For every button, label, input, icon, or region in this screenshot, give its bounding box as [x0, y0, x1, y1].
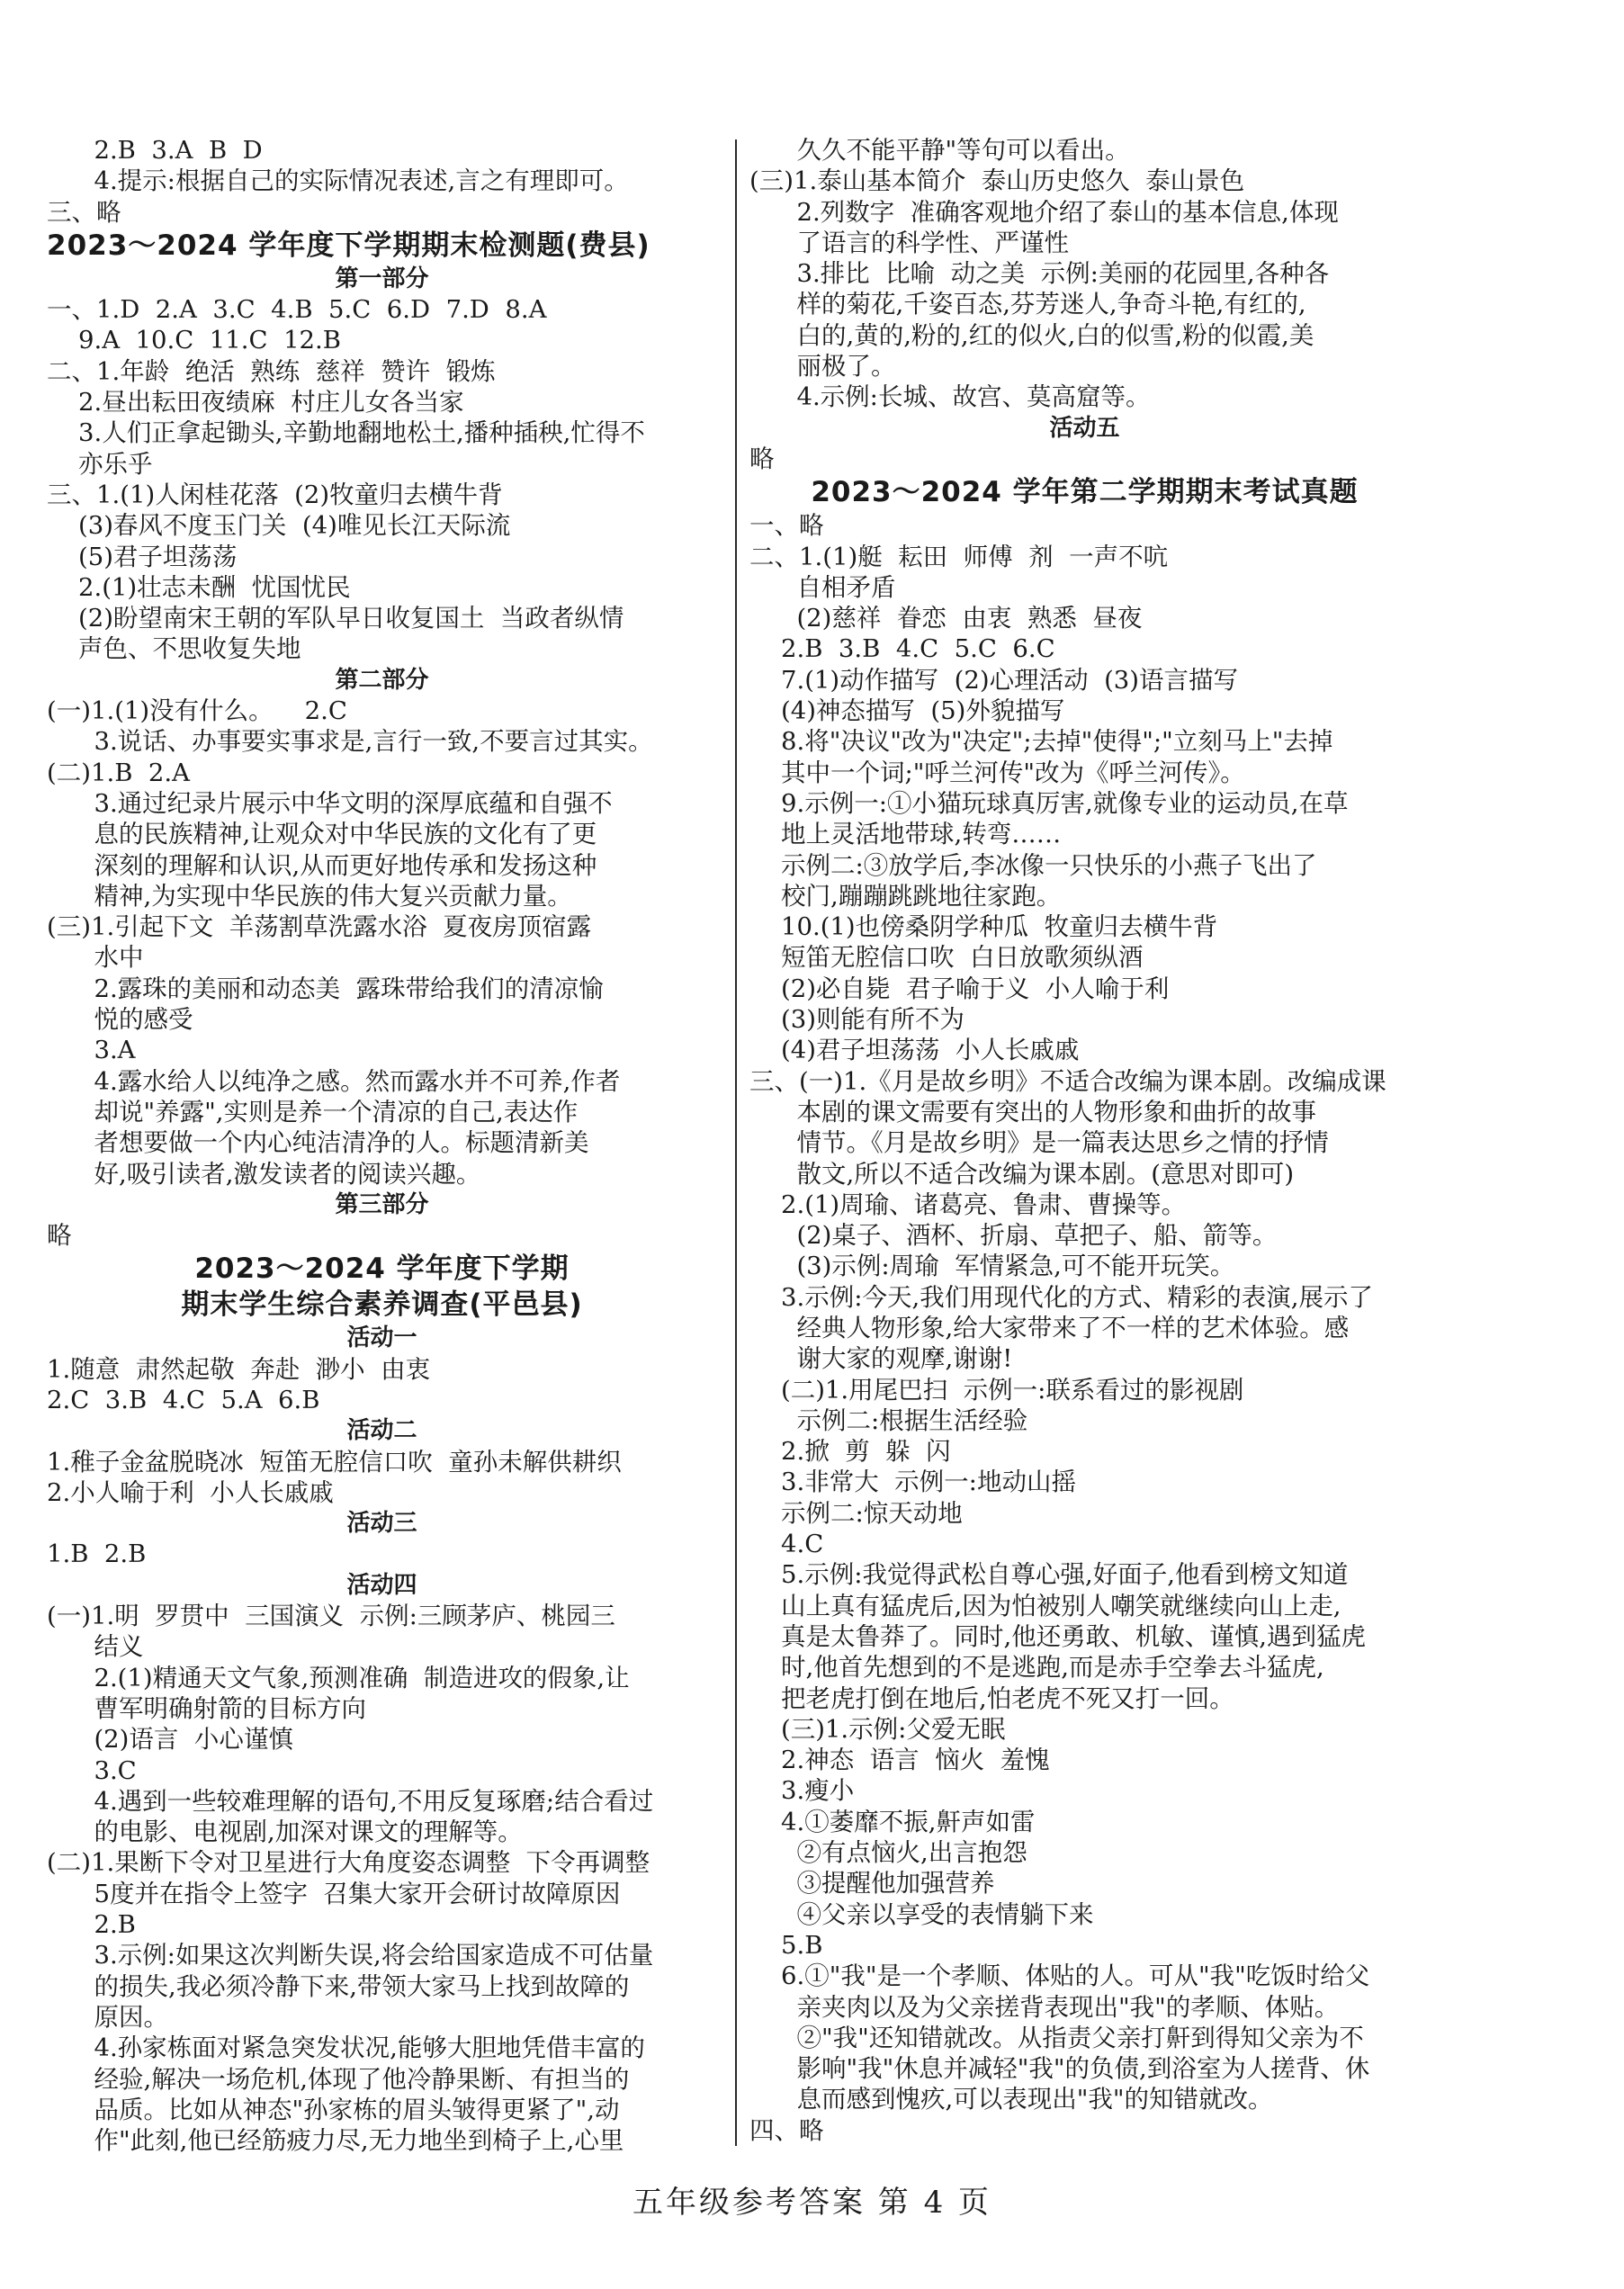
answer-line: 经典人物形象,给大家带来了不一样的艺术体验。感 — [749, 1313, 1350, 1342]
answer-line: (2)桌子、酒杯、折扇、草把子、船、箭等。 — [749, 1221, 1278, 1251]
answer-line: 一、略 — [749, 511, 824, 541]
answer-line: 结义 — [47, 1632, 144, 1662]
answer-line: 3.A — [47, 1036, 136, 1065]
answer-line: 却说"养露",实则是养一个清凉的自己,表达作 — [47, 1097, 579, 1127]
answer-line: 本剧的课文需要有突出的人物形象和曲折的故事 — [749, 1097, 1316, 1127]
answer-line: 自相矛盾 — [749, 572, 896, 602]
answer-line: 2.B 3.B 4.C 5.C 6.C — [749, 634, 1055, 664]
answer-line: 2.露珠的美丽和动态美 露珠带给我们的清凉愉 — [47, 974, 604, 1003]
answer-line: 经验,解决一场危机,体现了他冷静果断、有担当的 — [47, 2064, 630, 2094]
answer-line: 白的,黄的,粉的,红的似火,白的似雪,粉的似霞,美 — [749, 320, 1314, 350]
answer-line: ③提醒他加强营养 — [749, 1869, 995, 1899]
answer-line: 3.示例:今天,我们用现代化的方式、精彩的表演,展示了 — [749, 1282, 1373, 1312]
answer-line: 略 — [749, 444, 775, 473]
answer-line: 5度并在指令上签字 召集大家开会研讨故障原因 — [47, 1879, 621, 1908]
answer-line: 息而感到愧疚,可以表现出"我"的知错就改。 — [749, 2085, 1273, 2114]
answer-line: 样的菊花,千姿百态,芬芳迷人,争奇斗艳,有红的, — [749, 290, 1306, 319]
answer-line: 情节。《月是故乡明》是一篇表达思乡之情的抒情 — [749, 1128, 1329, 1158]
answer-line: 二、1.年龄 绝活 熟练 慈祥 赞许 锻炼 — [47, 356, 496, 386]
answer-line: ④父亲以享受的表情躺下来 — [749, 1899, 1094, 1929]
answer-line: 3.示例:如果这次判断失误,将会给国家造成不可估量 — [47, 1941, 654, 1970]
answer-line: 好,吸引读者,激发读者的阅读兴趣。 — [47, 1159, 481, 1189]
section-title: 2023～2024 学年度下学期 — [194, 1252, 570, 1286]
answer-line: 亲夹肉以及为父亲搓背表现出"我"的孝顺、体贴。 — [749, 1992, 1340, 2022]
answer-line: 示例二:根据生活经验 — [749, 1405, 1028, 1435]
answer-line: 谢大家的观摩,谢谢! — [749, 1344, 1013, 1374]
answer-line: (3)示例:周瑜 军情紧急,可不能开玩笑。 — [749, 1252, 1235, 1281]
answer-line: 5.B — [749, 1930, 823, 1960]
answer-line: 3.瘦小 — [749, 1776, 855, 1806]
answer-line: 其中一个词;"呼兰河传"改为《呼兰河传》。 — [749, 758, 1245, 787]
answer-line: 4.露水给人以纯净之感。然而露水并不可养,作者 — [47, 1066, 621, 1096]
subsection-title: 活动一 — [346, 1324, 417, 1352]
answer-line: 了语言的科学性、严谨性 — [749, 228, 1069, 257]
answer-line: 9.示例一:①小猫玩球真厉害,就像专业的运动员,在草 — [749, 788, 1349, 818]
answer-line: (三)1.示例:父爱无眠 — [749, 1714, 1006, 1744]
answer-line: 精神,为实现中华民族的伟大复兴贡献力量。 — [47, 881, 572, 911]
section-title: 期末学生综合素养调查(平邑县) — [181, 1288, 583, 1322]
answer-line: (三)1.泰山基本简介 泰山历史悠久 泰山景色 — [749, 166, 1245, 196]
answer-line: (3)则能有所不为 — [749, 1005, 965, 1035]
right-column — [749, 135, 1420, 2146]
answer-line: 3.排比 比喻 动之美 示例:美丽的花园里,各种各 — [749, 259, 1330, 289]
answer-line: 2.昼出耘田夜绩麻 村庄儿女各当家 — [47, 388, 464, 417]
answer-line: 4.遇到一些较难理解的语句,不用反复琢磨;结合看过 — [47, 1786, 654, 1816]
answer-line: 2.(1)周瑜、诸葛亮、鲁肃、曹操等。 — [749, 1189, 1187, 1219]
answer-line: (三)1.引起下文 羊荡割草洗露水浴 夏夜房顶宿露 — [47, 912, 592, 942]
answer-line: 略 — [47, 1221, 72, 1251]
answer-line: 悦的感受 — [47, 1005, 193, 1035]
section-title: 2023～2024 学年第二学期期末考试真题 — [811, 476, 1359, 509]
answer-line: (2)必自毙 君子喻于义 小人喻于利 — [749, 974, 1170, 1003]
subsection-title: 活动五 — [1049, 414, 1120, 442]
answer-line: ②"我"还知错就改。从指责父亲打鼾到得知父亲为不 — [749, 2023, 1364, 2052]
left-column — [47, 135, 717, 2156]
subsection-title: 活动三 — [346, 1510, 417, 1538]
subsection-title: 第三部分 — [335, 1190, 429, 1218]
column-divider — [735, 139, 737, 2146]
answer-line: 深刻的理解和认识,从而更好地传承和发扬这种 — [47, 850, 597, 880]
answer-line: 水中 — [47, 943, 144, 973]
answer-line: 示例二:③放学后,李冰像一只快乐的小燕子飞出了 — [749, 850, 1317, 880]
answer-line: 10.(1)也傍桑阴学种瓜 牧童归去横牛背 — [749, 912, 1218, 942]
answer-line: 9.A 10.C 11.C 12.B — [47, 326, 342, 355]
answer-line: 二、1.(1)艇 耘田 师傅 剂 一声不吭 — [749, 542, 1169, 571]
answer-line: 地上灵活地带球,转弯…… — [749, 820, 1062, 849]
answer-line: 三、(一)1.《月是故乡明》不适合改编为课本剧。改编成课 — [749, 1066, 1386, 1096]
answer-line: 山上真有猛虎后,因为怕被别人嘲笑就继续向山上走, — [749, 1591, 1341, 1620]
answer-line: 者想要做一个内心纯洁清净的人。标题清新美 — [47, 1128, 589, 1158]
answer-line: (3)春风不度玉门关 (4)唯见长江天际流 — [47, 511, 511, 541]
answer-line: 真是太鲁莽了。同时,他还勇敢、机敏、谨慎,遇到猛虎 — [749, 1621, 1366, 1651]
answer-line: 示例二:惊天动地 — [749, 1498, 963, 1528]
answer-line: 4.示例:长城、故宫、莫高窟等。 — [749, 382, 1151, 412]
answer-line: 品质。比如从神态"孙家栋的眉头皱得更紧了",动 — [47, 2095, 620, 2124]
answer-line: (一)1.明 罗贯中 三国演义 示例:三顾茅庐、桃园三 — [47, 1602, 615, 1631]
answer-line: 4.孙家栋面对紧急突发状况,能够大胆地凭借丰富的 — [47, 2033, 645, 2063]
subsection-title: 第一部分 — [335, 265, 429, 292]
page-footer: 五年级参考答案 第 4 页 — [632, 2185, 992, 2221]
subsection-title: 活动四 — [346, 1571, 417, 1599]
answer-line: 作"此刻,他已经筋疲力尽,无力地坐到椅子上,心里 — [47, 2126, 624, 2156]
answer-line: 2.小人喻于利 小人长戚戚 — [47, 1477, 334, 1507]
answer-line: 6.①"我"是一个孝顺、体贴的人。可从"我"吃饭时给父 — [749, 1961, 1370, 1991]
answer-line: 3.人们正拿起锄头,辛勤地翻地松土,播种插秧,忙得不 — [47, 418, 645, 448]
answer-line: (2)语言 小心谨慎 — [47, 1725, 293, 1755]
answer-line: 息的民族精神,让观众对中华民族的文化有了更 — [47, 820, 597, 849]
answer-line: 久久不能平静"等句可以看出。 — [749, 136, 1130, 165]
answer-line: 3.C — [47, 1755, 137, 1785]
answer-line: (2)盼望南宋王朝的军队早日收复国土 当政者纵情 — [47, 604, 624, 633]
answer-line: 1.随意 肃然起敬 奔赴 渺小 由衷 — [47, 1354, 431, 1384]
answer-line: 2.(1)精通天文气象,预测准确 制造进攻的假象,让 — [47, 1663, 630, 1692]
answer-line: (一)1.(1)没有什么。 2.C — [47, 696, 347, 726]
answer-line: 亦乐乎 — [47, 449, 153, 479]
answer-line: 丽极了。 — [749, 352, 896, 382]
answer-line: 1.稚子金盆脱晓冰 短笛无腔信口吹 童孙未解供耕织 — [47, 1447, 622, 1477]
answer-line: 的电影、电视剧,加深对课文的理解等。 — [47, 1818, 523, 1847]
answer-line: (二)1.用尾巴扫 示例一:联系看过的影视剧 — [749, 1375, 1244, 1405]
answer-line: 2.B — [47, 1910, 136, 1940]
section-title: 2023～2024 学年度下学期期末检测题(费县) — [47, 229, 650, 262]
subsection-title: 活动二 — [346, 1417, 417, 1445]
answer-line: 声色、不思收复失地 — [47, 634, 301, 664]
answer-line: (2)慈祥 眷恋 由衷 熟悉 昼夜 — [749, 604, 1143, 633]
answer-line: 时,他首先想到的不是逃跑,而是赤手空拳去斗猛虎, — [749, 1653, 1324, 1683]
answer-line: 原因。 — [47, 2002, 168, 2032]
answer-line: 四、略 — [749, 2115, 824, 2145]
answer-line: 7.(1)动作描写 (2)心理活动 (3)语言描写 — [749, 665, 1239, 695]
answer-line: 短笛无腔信口吹 白日放歌须纵酒 — [749, 943, 1144, 973]
answer-line: (4)神态描写 (5)外貌描写 — [749, 696, 1065, 726]
answer-line: 2.B 3.A B D — [47, 136, 263, 165]
answer-line: 8.将"决议"改为"决定";去掉"使得";"立刻马上"去掉 — [749, 727, 1333, 757]
answer-line: 1.B 2.B — [47, 1539, 147, 1569]
answer-line: 3.说话、办事要实事求是,言行一致,不要言过其实。 — [47, 727, 653, 757]
answer-line: 的损失,我必须冷静下来,带领大家马上找到故障的 — [47, 1971, 630, 2001]
answer-line: 三、略 — [47, 197, 121, 227]
answer-line: 3.非常大 示例一:地动山摇 — [749, 1468, 1076, 1497]
answer-line: 影响"我"休息并减轻"我"的负债,到浴室为人搓背、休 — [749, 2054, 1370, 2084]
answer-line: 一、1.D 2.A 3.C 4.B 5.C 6.D 7.D 8.A — [47, 295, 547, 325]
answer-line: 2.列数字 准确客观地介绍了泰山的基本信息,体现 — [749, 197, 1339, 227]
answer-line: ②有点恼火,出言抱怨 — [749, 1838, 1027, 1868]
answer-line: 校门,蹦蹦跳跳地往家跑。 — [749, 881, 1062, 911]
answer-line: 散文,所以不适合改编为课本剧。(意思对即可) — [749, 1159, 1295, 1189]
answer-line: 曹军明确射箭的目标方向 — [47, 1693, 366, 1723]
answer-line: 4.①萎靡不振,鼾声如雷 — [749, 1807, 1036, 1836]
answer-line: 把老虎打倒在地后,怕老虎不死又打一回。 — [749, 1683, 1234, 1713]
answer-line: 4.C — [749, 1530, 824, 1559]
answer-line: (4)君子坦荡荡 小人长戚戚 — [749, 1036, 1080, 1065]
answer-line: (二)1.B 2.A — [47, 758, 190, 787]
answer-line: 3.通过纪录片展示中华文明的深厚底蕴和自强不 — [47, 788, 613, 818]
answer-line: (二)1.果断下令对卫星进行大角度姿态调整 下令再调整 — [47, 1848, 650, 1878]
answer-line: 2.神态 语言 恼火 羞愧 — [749, 1746, 1050, 1775]
answer-line: 2.掀 剪 躲 闪 — [749, 1437, 951, 1467]
answer-line: 5.示例:我觉得武松自尊心强,好面子,他看到榜文知道 — [749, 1560, 1349, 1590]
answer-line: 2.(1)壮志未酬 忧国忧民 — [47, 572, 351, 602]
subsection-title: 第二部分 — [335, 666, 429, 694]
answer-line: (5)君子坦荡荡 — [47, 542, 238, 571]
answer-line: 2.C 3.B 4.C 5.A 6.B — [47, 1385, 320, 1414]
answer-line: 三、1.(1)人闲桂花落 (2)牧童归去横牛背 — [47, 480, 503, 509]
answer-line: 4.提示:根据自己的实际情况表述,言之有理即可。 — [47, 166, 629, 196]
